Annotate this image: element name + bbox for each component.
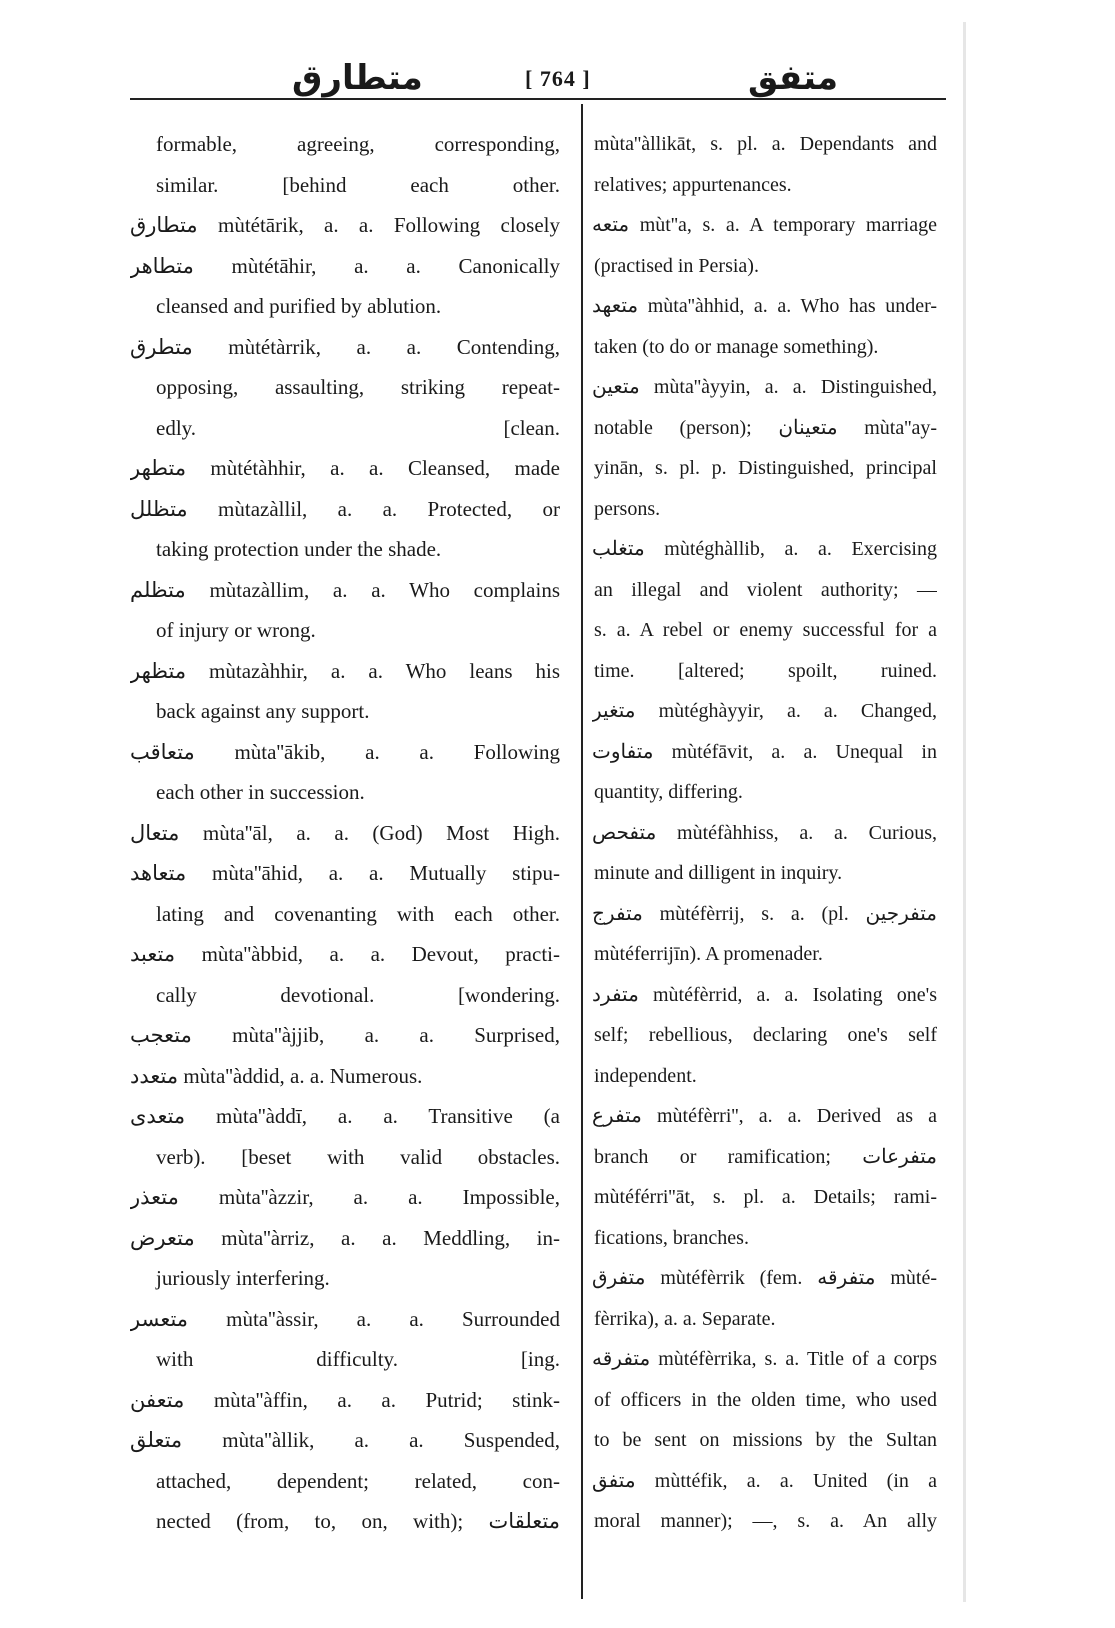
entry-headword-line: متطرق mùtétàrrik, a. a. Contending, xyxy=(130,334,560,359)
entry-headword-line: متفحص mùtéfàhhiss, a. a. Curious, xyxy=(592,821,937,844)
entry-continuation-line: mùta''àllikāt, s. pl. a. Dependants and xyxy=(594,133,937,155)
entry-continuation-line: (practised in Persia). xyxy=(594,254,759,277)
entry-headword-line: متطهر mùtétàhhir, a. a. Cleansed, made xyxy=(130,456,560,480)
entry-continuation-line: relatives; appurtenances. xyxy=(594,173,792,196)
entry-continuation-line: fications, branches. xyxy=(594,1226,749,1249)
entry-continuation-line: formable, agreeing, corresponding, xyxy=(156,132,560,156)
entry-continuation-line: edly. [clean. xyxy=(156,415,560,440)
entry-headword-line: متفرقه mùtéfèrrika, s. a. Title of a corps xyxy=(592,1348,937,1370)
entry-headword-line: متفرق mùtéfèrrik (fem. متفرقه mùté- xyxy=(592,1267,937,1289)
page-edge xyxy=(963,22,966,1602)
entry-continuation-line: minute and dilligent in inquiry. xyxy=(594,862,843,884)
entry-continuation-line: moral manner); —, s. a. An ally xyxy=(594,1510,937,1532)
entry-headword-line: متعه mùt''a, s. a. A temporary marriage xyxy=(592,214,937,236)
entry-continuation-line: time. [altered; spoilt, ruined. xyxy=(594,659,937,682)
entry-continuation-line: each other in succession. xyxy=(156,780,365,804)
entry-headword-line: متظهر mùtazàhhir, a. a. Who leans his xyxy=(130,658,560,683)
page-number: [ 764 ] xyxy=(525,66,591,91)
entry-continuation-line: quantity, differing. xyxy=(594,781,743,803)
entry-headword-line: متعهد mùta''àhhid, a. a. Who has under- xyxy=(592,295,937,317)
entry-continuation-line: s. a. A rebel or enemy successful for a xyxy=(594,619,937,641)
entry-headword-line: متعين mùta''àyyin, a. a. Distinguished, xyxy=(592,376,937,398)
entry-headword-line: متظلم mùtazàllim, a. a. Who complains xyxy=(130,577,560,602)
entry-continuation-line: yinān, s. pl. p. Distinguished, principal xyxy=(594,457,937,479)
entry-continuation-line: persons. xyxy=(594,497,661,520)
entry-continuation-line: branch or ramification; متفرعات xyxy=(594,1145,937,1168)
entry-headword-line: متفرع mùtéfèrri'', a. a. Derived as a xyxy=(592,1105,937,1127)
entry-continuation-line: verb). [beset with valid obstacles. xyxy=(156,1144,560,1169)
entry-continuation-line: to be sent on missions by the Sultan xyxy=(594,1429,937,1451)
entry-headword-line: متفرد mùtéfèrrid, a. a. Isolating one's xyxy=(592,983,937,1006)
entry-continuation-line: notable (person); متعينان mùta''ay- xyxy=(594,416,937,439)
entry-continuation-line: opposing, assaulting, striking repeat- xyxy=(156,375,560,399)
entry-headword-line: متغلب mùtéghàllib, a. a. Exercising xyxy=(592,538,937,560)
entry-headword-line: متعفن mùta''àffin, a. a. Putrid; stink- xyxy=(130,1387,560,1412)
entry-continuation-line: independent. xyxy=(594,1064,697,1087)
entry-headword-line: متظلل mùtazàllil, a. a. Protected, or xyxy=(130,496,560,521)
entry-continuation-line: back against any support. xyxy=(156,699,370,723)
entry-headword-line: متعلق mùta''àllik, a. a. Suspended, xyxy=(130,1428,560,1452)
entry-continuation-line: attached, dependent; related, con- xyxy=(156,1468,560,1493)
entry-headword-line: متفاوت mùtéfāvit, a. a. Unequal in xyxy=(592,740,937,763)
entry-continuation-line: taken (to do or manage something). xyxy=(594,335,879,358)
entry-continuation-line: of officers in the olden time, who used xyxy=(594,1388,937,1411)
entry-headword-line: متفرج mùtéfèrrij, s. a. (pl. متفرجين xyxy=(592,902,937,925)
entry-headword-line: متعسر mùta''àssir, a. a. Surrounded xyxy=(130,1306,560,1331)
entry-continuation-line: of injury or wrong. xyxy=(156,618,316,642)
entry-continuation-line: cally devotional. [wondering. xyxy=(156,982,560,1007)
entry-headword-line: متطارق mùtétārik, a. a. Following closely xyxy=(130,213,560,237)
entry-headword-line: متعدد mùta''àddid, a. a. Numerous. xyxy=(130,1063,423,1088)
entry-continuation-line: juriously interfering. xyxy=(156,1266,330,1290)
entry-headword-line: متغير mùtéghàyyir, a. a. Changed, xyxy=(592,700,937,722)
header-rule xyxy=(130,98,946,100)
entry-headword-line: متعذر mùta''àzzir, a. a. Impossible, xyxy=(130,1185,560,1209)
entry-headword-line: متعرض mùta''àrriz, a. a. Meddling, in- xyxy=(130,1225,560,1250)
entry-headword-line: متعاهد mùta''āhid, a. a. Mutually stipu- xyxy=(130,861,560,885)
column-divider xyxy=(581,104,583,1599)
entry-headword-line: متعدی mùta''àddī, a. a. Transitive (a xyxy=(130,1104,560,1128)
entry-continuation-line: taking protection under the shade. xyxy=(156,537,442,561)
entry-continuation-line: similar. [behind each other. xyxy=(156,172,560,197)
left-column xyxy=(130,124,560,1542)
entry-continuation-line: with difficulty. [ing. xyxy=(156,1347,560,1371)
entry-continuation-line: nected (from, to, on, with); متعلقات xyxy=(156,1509,560,1533)
entry-headword-line: متفق mùttéfik, a. a. United (in a xyxy=(592,1469,937,1492)
page-header xyxy=(130,58,942,98)
entry-headword-line: متعجب mùta''àjjib, a. a. Surprised, xyxy=(130,1023,560,1047)
entry-continuation-line: fèrrika), a. a. Separate. xyxy=(594,1307,776,1330)
entry-continuation-line: self; rebellious, declaring one's self xyxy=(594,1024,937,1046)
entry-continuation-line: mùtéférri''āt, s. pl. a. Details; rami- xyxy=(594,1186,937,1208)
entry-headword-line: متطاهر mùtétāhir, a. a. Canonically xyxy=(130,253,560,278)
entry-continuation-line: cleansed and purified by ablution. xyxy=(156,294,442,318)
entry-continuation-line: mùtéferrijīn). A promenader. xyxy=(594,943,823,965)
entry-headword-line: متعبد mùta''àbbid, a. a. Devout, practi- xyxy=(130,942,560,966)
left-headword: متطارق xyxy=(292,58,423,98)
entry-continuation-line: lating and covenanting with each other. xyxy=(156,901,560,926)
right-column xyxy=(592,124,937,1542)
entry-headword-line: متعاقب mùta''ākib, a. a. Following xyxy=(130,739,560,764)
entry-headword-line: متعال mùta''āl, a. a. (God) Most High. xyxy=(130,820,560,845)
right-headword: متفق xyxy=(748,58,839,98)
entry-continuation-line: an illegal and violent authority; — xyxy=(594,578,937,601)
